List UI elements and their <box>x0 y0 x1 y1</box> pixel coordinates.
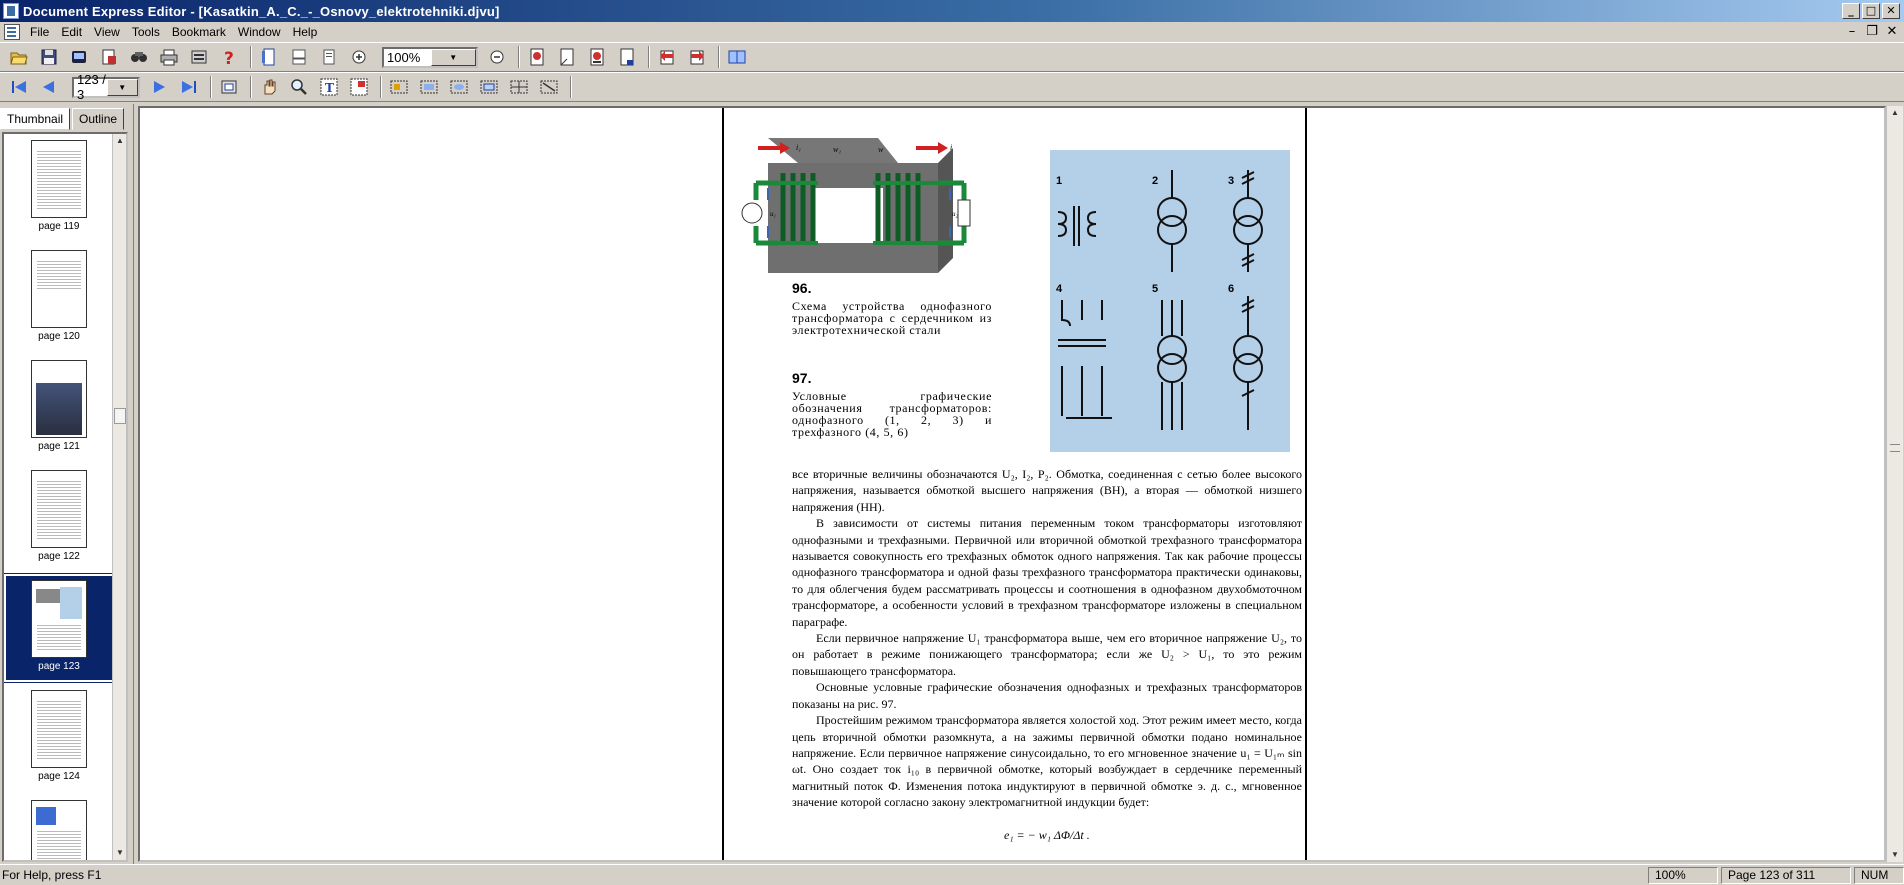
paragraph: Если первичное напряжение U₁ трансформатора выше, чем его вторичное напряжение U₂, то он работает в режиме понижающего трансформатора; если же U₂ > U₁, то это режим повышающего трансформатора. <box>792 631 1302 678</box>
save-button[interactable] <box>36 45 62 69</box>
first-page-icon <box>10 78 28 96</box>
svg-text:?: ? <box>224 49 234 66</box>
thumbnail-image <box>31 580 87 658</box>
svg-text:T: T <box>325 81 334 95</box>
status-num: NUM <box>1854 867 1904 884</box>
thumbnail-page-121[interactable] <box>4 356 114 464</box>
thumbnail-image <box>31 800 87 862</box>
navigation-toolbar <box>0 72 1904 102</box>
zoom-value: 100% <box>387 49 421 65</box>
window-icon <box>728 48 746 66</box>
help-icon <box>220 48 238 66</box>
document-page <box>722 108 1307 862</box>
thumbnail-label: page 124 <box>38 771 80 782</box>
toolbar-separator <box>210 76 212 98</box>
document-window-controls <box>1844 24 1900 39</box>
figure-96-transformer <box>738 138 980 283</box>
scan-button[interactable] <box>66 45 92 69</box>
document-scrollbar[interactable] <box>1886 106 1903 862</box>
export-button[interactable] <box>96 45 122 69</box>
pdf-button[interactable] <box>524 45 550 69</box>
magnifier-button[interactable] <box>286 75 312 99</box>
navigation-pane <box>0 104 134 864</box>
scroll-down-icon[interactable]: ▼ <box>116 848 124 857</box>
thumbnail-page-119[interactable] <box>4 136 114 244</box>
panel-label-4: 4 <box>1056 283 1063 295</box>
thumbnail-image <box>31 250 87 328</box>
menu-file[interactable]: File <box>30 25 50 39</box>
tab-thumbnail[interactable]: Thumbnail <box>0 108 70 130</box>
open-button[interactable] <box>6 45 32 69</box>
magnifier-icon <box>290 78 308 96</box>
save-icon <box>40 48 58 66</box>
figure-96-caption: Схема устройства однофазного трансформатора с сердечником из электротехнической стали <box>792 299 992 337</box>
toolbar-separator <box>380 76 382 98</box>
undo-icon <box>658 48 676 66</box>
figure-96-number: 96. <box>792 280 812 296</box>
last-page-button[interactable] <box>176 75 202 99</box>
label-u2: u₂ <box>952 210 958 218</box>
panel-label-5: 5 <box>1152 283 1159 295</box>
region4-icon <box>510 78 528 96</box>
menu-bar <box>0 22 1904 42</box>
menu-tools[interactable]: Tools <box>131 25 160 39</box>
title-bar[interactable] <box>0 0 1904 22</box>
status-zoom: 100% <box>1648 867 1718 884</box>
region2-button[interactable] <box>446 75 472 99</box>
find-icon <box>130 48 148 66</box>
find-button[interactable] <box>126 45 152 69</box>
paragraph: Простейшим режимом трансформатора является холостой ход. Этот режим имеет место, когда цепь вторичной обмотки разомкнута, а на зажимы первичной обмотки подано номинальное напряжение. Если первичное напряжение синусоидально, то его мгновенное значение u₁ = U₁ₘ sin ωt. Оно создает ток i₁₀ в первичной обмотке, который возбуждает в сердечнике переменный магнитный поток Ф. Изменения потока индуктируют в первичной обмотке э. д. с., мгновенное значение которой согласно закону электромагнитной индукции будет: <box>792 713 1302 810</box>
doc-minimize-button[interactable]: – <box>1848 24 1856 39</box>
scroll-up-icon[interactable]: ▲ <box>116 136 124 145</box>
hand-icon <box>260 78 278 96</box>
continuous-button[interactable] <box>286 45 312 69</box>
thumbnail-image <box>31 140 87 218</box>
pdf-icon <box>528 48 546 66</box>
rect-select-button[interactable] <box>386 75 412 99</box>
figure-97-symbols <box>1050 150 1290 452</box>
thumbnail-image <box>31 360 87 438</box>
label-w2: w <box>878 145 884 154</box>
thumbnail-label: page 123 <box>38 661 80 672</box>
chevron-down-icon[interactable]: ▼ <box>107 79 139 96</box>
hand-button[interactable] <box>256 75 282 99</box>
region4-button[interactable] <box>506 75 532 99</box>
thumbnail-image <box>31 690 87 768</box>
status-help-text: For Help, press F1 <box>2 868 102 882</box>
thumbnail-label: page 121 <box>38 441 80 452</box>
menu-view[interactable]: View <box>94 25 120 39</box>
open-icon <box>10 48 28 66</box>
properties-button[interactable] <box>186 45 212 69</box>
export-icon <box>100 48 118 66</box>
toolbar-separator <box>250 46 252 68</box>
help-button[interactable] <box>216 45 242 69</box>
page-value: 123 / 3 <box>77 72 106 102</box>
print-icon <box>160 48 178 66</box>
prev-page-button[interactable] <box>36 75 62 99</box>
text-select-icon <box>320 78 338 96</box>
rect-select-icon <box>390 78 408 96</box>
close-button[interactable]: ✕ <box>1882 3 1900 19</box>
snapshot-button[interactable] <box>346 75 372 99</box>
thumbnail-image <box>31 470 87 548</box>
blank-page-button[interactable] <box>614 45 640 69</box>
next-page-icon <box>150 78 168 96</box>
continuous-icon <box>290 48 308 66</box>
line-icon <box>540 78 558 96</box>
paragraph: Основные условные графические обозначения однофазных и трехфазных трансформаторов показаны на рис. 97. <box>792 680 1302 711</box>
thumbnail-label: page 120 <box>38 331 80 342</box>
next-page-button[interactable] <box>146 75 172 99</box>
paragraph: все вторичные величины обозначаются U₂, I₂, P₂. Обмотка, соединенная с сетью более высокого напряжения, называется обмоткой высшего напряжения (ВН), а вторая — обмоткой низшего напряжения (НН). <box>792 467 1302 514</box>
chevron-down-icon[interactable]: ▼ <box>431 49 477 66</box>
thumbnail-page-124[interactable] <box>4 686 114 794</box>
label-u1: u₁ <box>770 210 776 218</box>
maximize-button[interactable]: □ <box>1862 3 1880 19</box>
toolbar-separator <box>648 46 650 68</box>
pane-tabs <box>0 108 126 130</box>
region1-button[interactable] <box>416 75 442 99</box>
scrollbar-thumb[interactable] <box>114 408 126 424</box>
thumbnail-label: page 119 <box>38 221 80 232</box>
status-page: Page 123 of 311 <box>1721 867 1851 884</box>
page-icon <box>558 48 576 66</box>
snapshot-icon <box>350 78 368 96</box>
toolbar-separator <box>718 46 720 68</box>
minimize-button[interactable]: _ <box>1842 3 1860 19</box>
facing-icon <box>320 48 338 66</box>
print-button[interactable] <box>156 45 182 69</box>
doc-restore-button[interactable]: ❐ <box>1866 24 1878 39</box>
fit-icon <box>220 78 238 96</box>
label-w1: w₁ <box>833 145 842 154</box>
scroll-down-icon[interactable]: ▼ <box>1891 850 1899 859</box>
doc-close-button[interactable]: ✕ <box>1886 24 1898 39</box>
single-page-button[interactable] <box>256 45 282 69</box>
zoom-in-button[interactable] <box>346 45 372 69</box>
thumbnail-label: page 122 <box>38 551 80 562</box>
menu-bookmark[interactable]: Bookmark <box>171 25 226 39</box>
text-select-button[interactable] <box>316 75 342 99</box>
paragraph: В зависимости от системы питания переменным током трансформаторы изготовляют однофазными и трехфазными. Первичной или вторичной обмоткой трехфазного трансформатора называется совокупность его трехфазных обмоток одного напряжения. Так как рабочие процессы однофазного трансформатора и одной фазы трехфазного трансформатора практически одинаковы, то для облегчения будем рассматривать процессы и соотношения в однофазном двухобмоточном трансформаторе, а особенности условий в трехфазном трансформаторе изложены в специальном параграфе. <box>792 516 1302 629</box>
toolbar-separator <box>570 76 572 98</box>
figure-97-caption: Условные графические обозначения трансформаторов: однофазного (1, 2, 3) и трехфазного (4, 5, 6) <box>792 389 992 439</box>
menu-help[interactable]: Help <box>292 25 318 39</box>
zoom-in-icon <box>350 48 368 66</box>
fit-button[interactable] <box>216 75 242 99</box>
label-i1: i₁ <box>796 143 802 152</box>
formula: e₁ = − w₁ ΔΦ/Δt . <box>1004 828 1090 842</box>
djvu-button[interactable] <box>584 45 610 69</box>
window-title: Document Express Editor - [Kasatkin_A._C._-_Osnovy_elektrotehniki.djvu] <box>23 3 500 19</box>
scrollbar-grip[interactable] <box>1890 444 1900 452</box>
window-button[interactable] <box>724 45 750 69</box>
app-icon[interactable] <box>3 3 19 19</box>
thumbnail-list[interactable] <box>2 132 128 862</box>
zoom-out-icon <box>488 48 506 66</box>
zoom-select[interactable] <box>382 47 478 68</box>
region1-icon <box>420 78 438 96</box>
undo-button[interactable] <box>654 45 680 69</box>
menu-window[interactable]: Window <box>237 25 281 39</box>
line-button[interactable] <box>536 75 562 99</box>
page-button[interactable] <box>554 45 580 69</box>
status-bar <box>0 864 1904 885</box>
scroll-up-icon[interactable]: ▲ <box>1891 108 1899 117</box>
last-page-icon <box>180 78 198 96</box>
region3-button[interactable] <box>476 75 502 99</box>
panel-label-3: 3 <box>1228 175 1235 187</box>
redo-button[interactable] <box>684 45 710 69</box>
blank-page-icon <box>618 48 636 66</box>
zoom-out-button[interactable] <box>484 45 510 69</box>
figure-97-number: 97. <box>792 370 812 386</box>
main-toolbar <box>0 42 1904 72</box>
facing-button[interactable] <box>316 45 342 69</box>
thumbnail-page-125[interactable] <box>4 796 114 862</box>
toolbar-separator <box>518 46 520 68</box>
panel-label-6: 6 <box>1228 283 1235 295</box>
panel-label-2: 2 <box>1152 175 1159 187</box>
thumbnail-page-122[interactable] <box>4 466 114 574</box>
panel-label-1: 1 <box>1056 175 1063 187</box>
djvu-icon <box>588 48 606 66</box>
document-icon[interactable] <box>4 24 20 40</box>
label-i2: i <box>950 143 953 152</box>
single-page-icon <box>260 48 278 66</box>
document-view[interactable] <box>138 106 1886 862</box>
properties-icon <box>190 48 208 66</box>
page-body-text <box>792 466 1302 811</box>
window-controls <box>1842 3 1900 19</box>
thumbnail-scrollbar[interactable] <box>112 134 126 860</box>
thumbnail-page-123[interactable] <box>4 574 114 682</box>
menu-edit[interactable]: Edit <box>61 25 83 39</box>
prev-page-icon <box>40 78 58 96</box>
first-page-button[interactable] <box>6 75 32 99</box>
page-select[interactable] <box>72 72 140 102</box>
redo-icon <box>688 48 706 66</box>
region3-icon <box>480 78 498 96</box>
thumbnail-page-120[interactable] <box>4 246 114 354</box>
scan-icon <box>70 48 88 66</box>
toolbar-separator <box>250 76 252 98</box>
tab-outline[interactable]: Outline <box>72 108 124 130</box>
region2-icon <box>450 78 468 96</box>
